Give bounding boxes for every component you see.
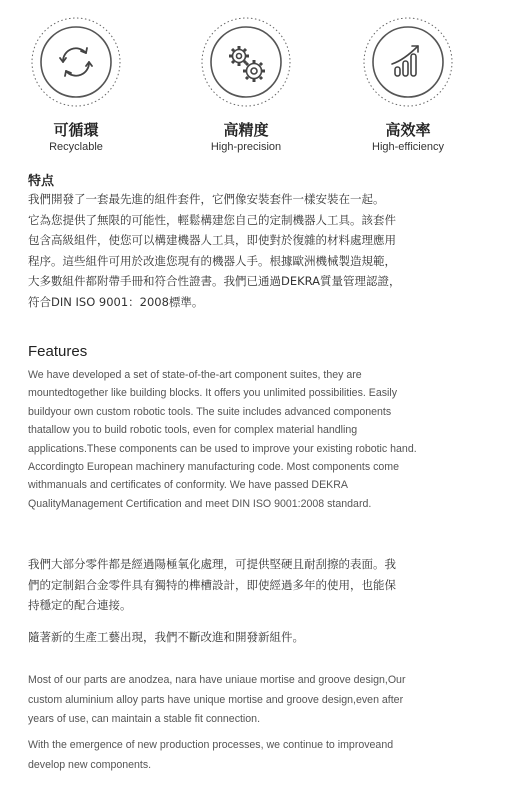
feature-icons-row: [0, 0, 506, 160]
feature-subtitle: High-precision: [210, 141, 282, 153]
section-heading-en: Features: [28, 343, 88, 360]
feature-recyclable: [6, 0, 146, 160]
parts-description-en: Most of our parts are anodzea, nara have uniaue mortise and groove design,Our custom aluminium alloy parts have unique mortise and groove design,even after years of use, can maintain a stable fit connection.: [28, 674, 406, 725]
gears-icon: [200, 16, 292, 108]
feature-title: 高效率: [385, 121, 431, 139]
parts-description-cn: 我們大部分零件都是經過陽極氧化處理，可提供堅硬且耐刮擦的表面。我 們的定制鋁合金零件具有獨特的榫槽設計，即使經過多年的使用，也能保 持穩定的配合連接。: [28, 557, 396, 613]
section-heading-cn: 特点: [28, 174, 55, 189]
features-description-en: We have developed a set of state-of-the-art component suites, they are mountedtogether like building blocks. It offers you unlimited possibilities. Easily buildyour own custom robotic tools. The suite includes advanced components thatallow you to build robotic tools, even for complex material handling applications.These components can be used to improve your existing robotic hand. Accordingto European machinery manufacturing code. Most components come withmanuals and certificates of conformity. We have passed DEKRA QualityManagement Certification and meet DIN ISO 9001:2008 standard.: [28, 369, 417, 510]
feature-title: 可循環: [53, 121, 99, 139]
recycle-icon: [30, 16, 122, 108]
production-note-cn: 隨著新的生產工藝出現，我們不斷改進和開發新組件。: [28, 630, 304, 644]
feature-subtitle: Recyclable: [49, 141, 103, 153]
feature-high-precision: [176, 0, 316, 160]
feature-title: 高精度: [223, 121, 269, 139]
production-note-en: With the emergence of new production processes, we continue to improveand develop new components.: [28, 739, 394, 771]
feature-high-efficiency: [338, 0, 478, 160]
growth-chart-icon: [362, 16, 454, 108]
feature-subtitle: High-efficiency: [372, 141, 444, 153]
features-description-cn: 我們開發了一套最先進的組件套件，它們像安裝套件一樣安裝在一起。 它為您提供了無限的可能性，輕鬆構建您自己的定制機器人工具。該套件 包含高級組件，使您可以構建機器人工具，即使對於復雜的材料處理應用 程序。這些組件可用於改進您現有的機器人手。根據歐洲機械製造規範， 大多數組件都附帶手冊和符合性證書。我們已通過DEKRA質量管理認證， 符合DIN ISO 9001：2008標準。: [28, 192, 401, 309]
